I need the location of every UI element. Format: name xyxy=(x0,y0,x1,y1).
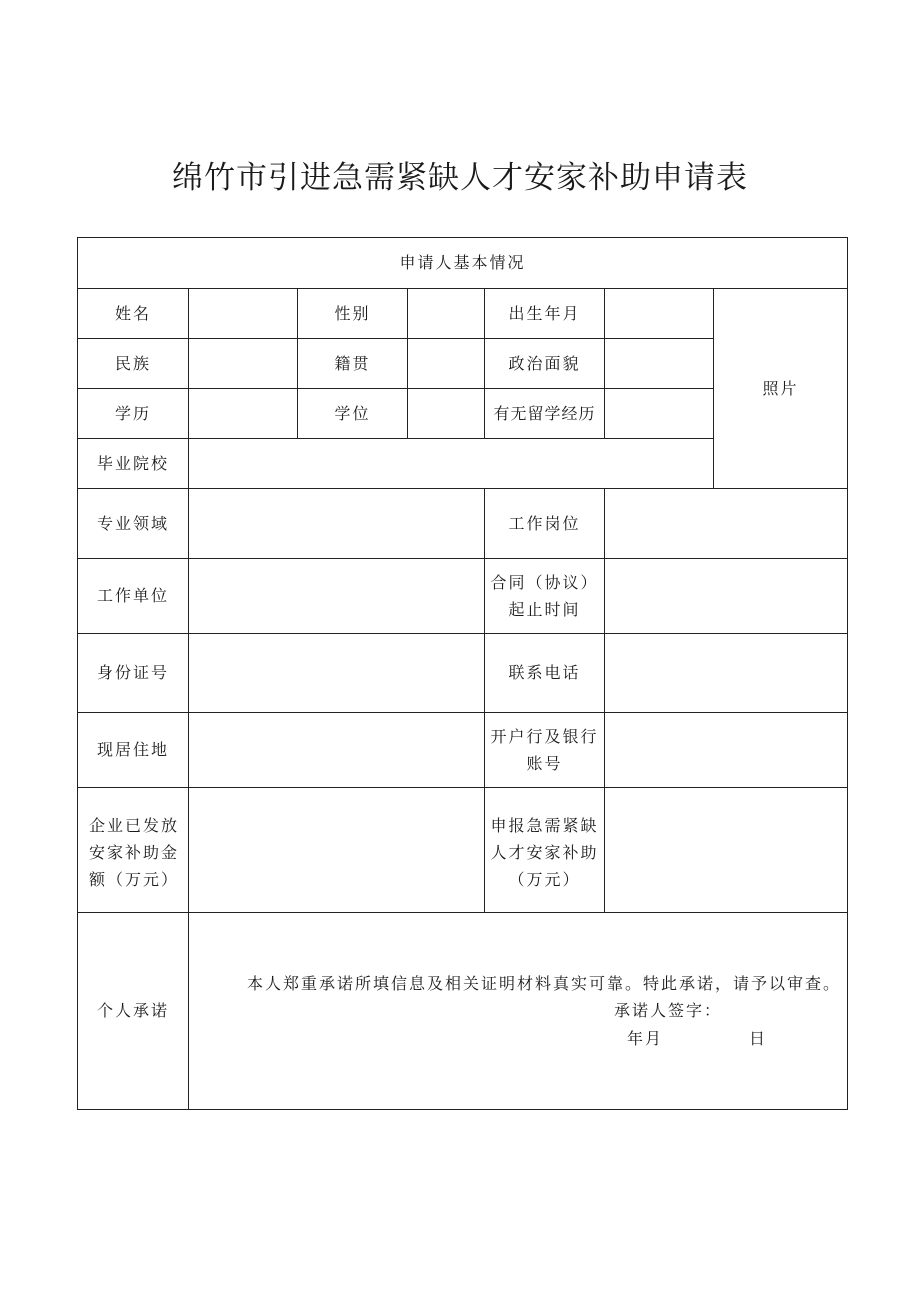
label-pledge: 个人承诺 xyxy=(78,913,189,1110)
row-name xyxy=(78,289,848,339)
label-political-status: 政治面貌 xyxy=(485,339,605,389)
date-year-month: 年月 xyxy=(627,1028,664,1048)
input-degree[interactable] xyxy=(408,389,485,439)
pledge-text-block xyxy=(189,970,847,997)
input-address[interactable] xyxy=(189,713,485,788)
label-major: 专业领域 xyxy=(78,489,189,559)
signature-label: 承诺人签字： xyxy=(614,1001,723,1021)
row-subsidy xyxy=(78,788,848,913)
label-birth: 出生年月 xyxy=(485,289,605,339)
label-study-abroad: 有无留学经历 xyxy=(485,389,605,439)
section-header-row xyxy=(78,238,848,289)
row-id-number xyxy=(78,634,848,713)
label-degree: 学位 xyxy=(298,389,408,439)
label-address: 现居住地 xyxy=(78,713,189,788)
label-id-number: 身份证号 xyxy=(78,634,189,713)
label-contract-period: 合同（协议）起止时间 xyxy=(485,559,605,634)
pledge-area[interactable] xyxy=(189,913,848,1110)
input-political-status[interactable] xyxy=(605,339,714,389)
label-native-place: 籍贯 xyxy=(298,339,408,389)
input-education[interactable] xyxy=(189,389,298,439)
label-name: 姓名 xyxy=(78,289,189,339)
input-ethnicity[interactable] xyxy=(189,339,298,389)
signature-line xyxy=(189,997,847,1024)
input-applied-subsidy[interactable] xyxy=(605,788,848,913)
input-major[interactable] xyxy=(189,489,485,559)
label-education: 学历 xyxy=(78,389,189,439)
input-school[interactable] xyxy=(189,439,714,489)
input-phone[interactable] xyxy=(605,634,848,713)
input-gender[interactable] xyxy=(408,289,485,339)
label-position: 工作岗位 xyxy=(485,489,605,559)
label-applied-subsidy: 申报急需紧缺人才安家补助（万元） xyxy=(485,788,605,913)
input-id-number[interactable] xyxy=(189,634,485,713)
label-gender: 性别 xyxy=(298,289,408,339)
row-pledge xyxy=(78,913,848,1110)
input-bank-account[interactable] xyxy=(605,713,848,788)
row-employer xyxy=(78,559,848,634)
label-school: 毕业院校 xyxy=(78,439,189,489)
section-header: 申请人基本情况 xyxy=(78,238,848,289)
input-contract-period[interactable] xyxy=(605,559,848,634)
input-name[interactable] xyxy=(189,289,298,339)
row-address xyxy=(78,713,848,788)
label-bank-account: 开户行及银行账号 xyxy=(485,713,605,788)
input-position[interactable] xyxy=(605,489,848,559)
input-employer[interactable] xyxy=(189,559,485,634)
label-paid-subsidy: 企业已发放安家补助金额（万元） xyxy=(78,788,189,913)
label-employer: 工作单位 xyxy=(78,559,189,634)
input-birth[interactable] xyxy=(605,289,714,339)
application-form-table xyxy=(77,237,848,1110)
input-study-abroad[interactable] xyxy=(605,389,714,439)
label-phone: 联系电话 xyxy=(485,634,605,713)
input-paid-subsidy[interactable] xyxy=(189,788,485,913)
pledge-text: 本人郑重承诺所填信息及相关证明材料真实可靠。特此承诺，请予以审查。 xyxy=(247,974,842,994)
document-title: 绵竹市引进急需紧缺人才安家补助申请表 xyxy=(172,160,748,196)
date-day: 日 xyxy=(749,1028,768,1048)
input-native-place[interactable] xyxy=(408,339,485,389)
date-line xyxy=(189,1025,847,1052)
photo-box[interactable]: 照片 xyxy=(714,289,848,489)
label-ethnicity: 民族 xyxy=(78,339,189,389)
row-major xyxy=(78,489,848,559)
